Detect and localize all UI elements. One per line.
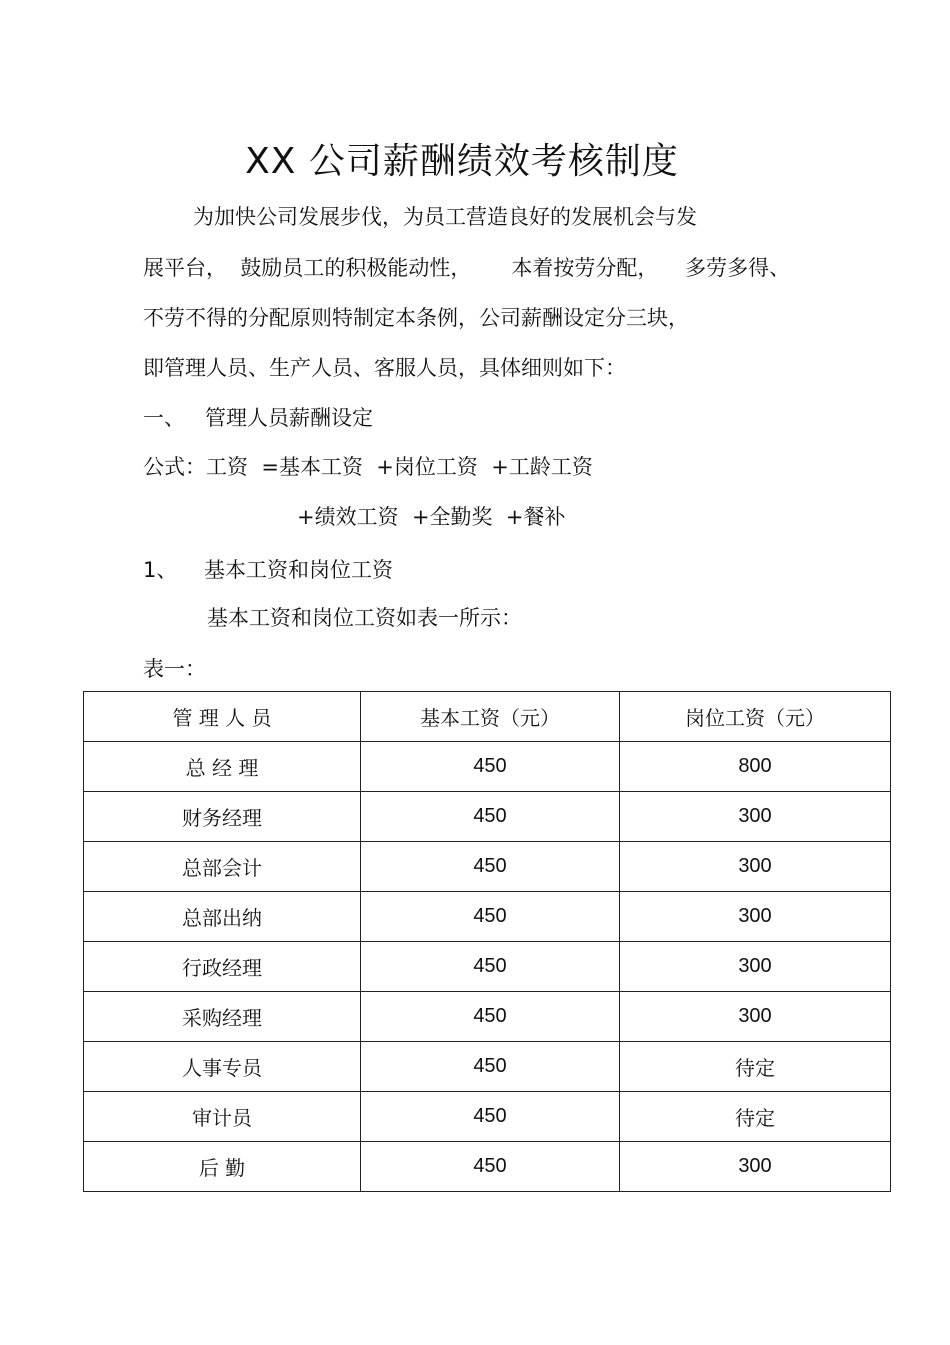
cell-base-salary: 450 (361, 892, 620, 942)
table-row (84, 942, 891, 992)
intro-line-1: 为加快公司发展步伐，为员工营造良好的发展机会与发 (193, 205, 697, 229)
formula-line-2: +绩效工资 +全勤奖 +餐补 (297, 505, 566, 529)
cell-post-salary: 300 (620, 992, 891, 1042)
section-1-heading: 一、 管理人员薪酬设定 (143, 406, 374, 430)
header-base-salary: 基本工资（元） (361, 692, 620, 742)
cell-base-salary: 450 (361, 1092, 620, 1142)
salary-table (83, 691, 891, 1192)
cell-post-salary: 300 (620, 1142, 891, 1192)
cell-base-salary: 450 (361, 992, 620, 1042)
cell-post-salary: 300 (620, 892, 891, 942)
cell-position: 财务经理 (84, 792, 361, 842)
cell-base-salary: 450 (361, 742, 620, 792)
table-row (84, 892, 891, 942)
cell-position: 审计员 (84, 1092, 361, 1142)
intro-line-3: 不劳不得的分配原则特制定本条例，公司薪酬设定分三块， (143, 306, 689, 330)
cell-base-salary: 450 (361, 1042, 620, 1092)
page-title: XX 公司薪酬绩效考核制度 (245, 141, 679, 182)
cell-base-salary: 450 (361, 842, 620, 892)
header-post-salary: 岗位工资（元） (620, 692, 891, 742)
intro-line-2: 展平台， 鼓励员工的积极能动性， 本着按劳分配， 多劳多得、 (143, 256, 791, 280)
cell-position: 总 经 理 (84, 742, 361, 792)
cell-position: 总部会计 (84, 842, 361, 892)
table-row (84, 792, 891, 842)
table-caption: 表一： (143, 657, 206, 681)
table-row (84, 742, 891, 792)
cell-post-salary: 800 (620, 742, 891, 792)
cell-base-salary: 450 (361, 942, 620, 992)
cell-post-salary: 300 (620, 792, 891, 842)
table-row (84, 1042, 891, 1092)
formula-line-1: 公式：工资 =基本工资 +岗位工资 +工龄工资 (143, 455, 593, 479)
intro-line-4: 即管理人员、生产人员、客服人员，具体细则如下： (143, 356, 626, 380)
cell-position: 行政经理 (84, 942, 361, 992)
cell-position: 人事专员 (84, 1042, 361, 1092)
subsection-1-text: 基本工资和岗位工资如表一所示： (207, 606, 522, 630)
cell-position: 总部出纳 (84, 892, 361, 942)
cell-post-salary: 300 (620, 942, 891, 992)
table-row (84, 1092, 891, 1142)
table-row (84, 842, 891, 892)
cell-post-salary: 300 (620, 842, 891, 892)
cell-position: 后 勤 (84, 1142, 361, 1192)
cell-base-salary: 450 (361, 1142, 620, 1192)
table-row (84, 1142, 891, 1192)
header-position: 管 理 人 员 (84, 692, 361, 742)
cell-position: 采购经理 (84, 992, 361, 1042)
cell-post-salary: 待定 (620, 1092, 891, 1142)
cell-base-salary: 450 (361, 792, 620, 842)
table-header-row (84, 692, 891, 742)
cell-post-salary: 待定 (620, 1042, 891, 1092)
subsection-1-heading: 1、 基本工资和岗位工资 (143, 558, 394, 582)
table-row (84, 992, 891, 1042)
